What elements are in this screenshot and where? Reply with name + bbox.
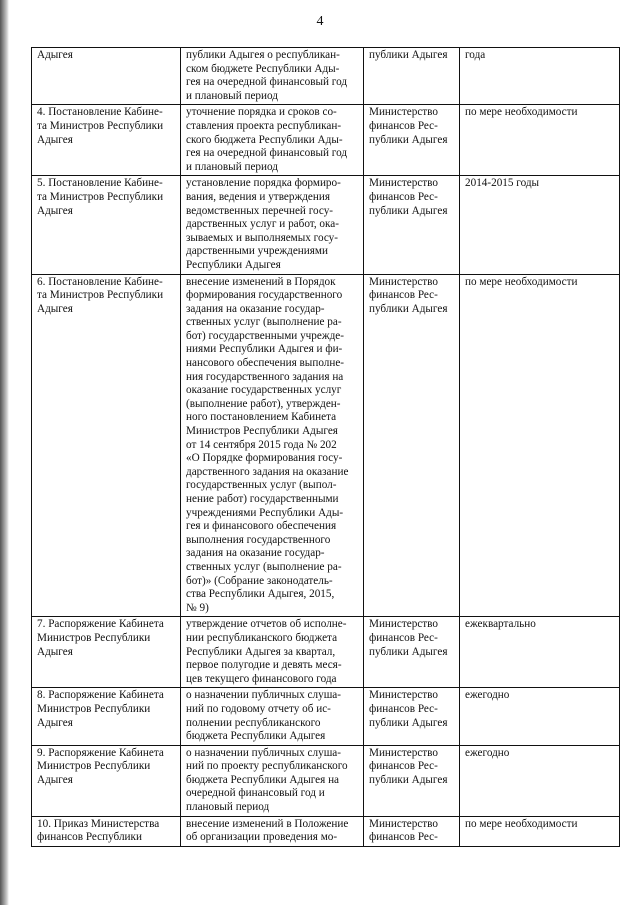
cell-line: ежегодно	[465, 689, 510, 702]
cell-line: 6. Постановление Кабине-	[37, 275, 163, 288]
cell-line: ний по годовому отчету об ис-	[186, 702, 331, 715]
table-row	[32, 617, 620, 688]
scan-left-edge	[0, 0, 9, 905]
cell-line: зываемых и выполняемых госу-	[186, 231, 338, 244]
document-type-cell	[32, 816, 181, 846]
cell-line: ства Республики Адыгея, 2015,	[186, 588, 335, 601]
cell-line: ведомственных перечней госу-	[186, 204, 334, 217]
table-row	[32, 745, 620, 816]
cell-line: гея и финансового обеспечения	[186, 520, 337, 533]
cell-line: полнении республиканского	[186, 716, 321, 729]
executor-cell	[364, 48, 460, 105]
cell-line: оказание государственных услуг	[186, 384, 342, 397]
cell-line: об организации проведения мо-	[186, 831, 338, 844]
cell-line: 10. Приказ Министерства	[37, 817, 160, 830]
content-cell	[181, 48, 364, 105]
cell-line: Адыгея	[37, 133, 73, 146]
cell-line: гея на очередной финансовый год	[186, 147, 348, 160]
cell-line: цев текущего финансового года	[186, 672, 337, 685]
table-row	[32, 105, 620, 176]
cell-line: выполнения государственного	[186, 533, 331, 546]
content-cell	[181, 816, 364, 846]
cell-line: финансов Рес-	[369, 190, 438, 203]
cell-line: государственных услуг (выпол-	[186, 479, 337, 492]
cell-line: Министров Республики	[37, 631, 151, 644]
cell-line: бот) государственными учрежде-	[186, 329, 344, 342]
plan-table-body	[32, 48, 620, 847]
cell-line: дарственных услуг и работ, ока-	[186, 218, 339, 231]
executor-cell	[364, 274, 460, 617]
cell-line: № 9)	[186, 601, 209, 614]
cell-line: публики Адыгея о республикан-	[186, 49, 340, 61]
cell-line: гея на очередной финансовый год	[186, 76, 348, 89]
cell-line: Республики Адыгея за квартал,	[186, 645, 336, 658]
cell-line: Министерство	[369, 689, 438, 702]
cell-line: внесение изменений в Порядок	[186, 275, 336, 288]
cell-line: нение работ) государственными	[186, 493, 339, 505]
cell-line: «О Порядке формирования госу-	[186, 452, 343, 465]
cell-line: финансов Рес-	[369, 831, 438, 844]
cell-line: Адыгея	[37, 204, 73, 217]
cell-line: Республики Адыгея	[186, 258, 281, 271]
content-cell	[181, 688, 364, 745]
cell-line: ний по проекту республиканского	[186, 760, 348, 773]
table-row	[32, 688, 620, 745]
cell-line: та Министров Республики	[37, 190, 164, 203]
cell-line: финансов Республики	[37, 831, 142, 844]
cell-line: Министров Республики	[37, 760, 151, 773]
cell-line: года	[465, 49, 486, 61]
term-cell	[460, 274, 620, 617]
plan-table	[31, 47, 620, 847]
table-row	[32, 48, 620, 105]
cell-line: учреждениями Республики Ады-	[186, 506, 344, 519]
cell-line: та Министров Республики	[37, 119, 164, 132]
cell-line: публики Адыгея	[369, 773, 448, 786]
cell-line: установление порядка формиро-	[186, 177, 341, 190]
content-cell	[181, 745, 364, 816]
cell-line: дарственного задания на оказание	[186, 465, 349, 478]
cell-line: ния государственного задания на	[186, 370, 344, 383]
cell-line: 8. Распоряжение Кабинета	[37, 689, 164, 702]
cell-line: бюджета Республики Адыгея	[186, 730, 326, 743]
content-cell	[181, 274, 364, 617]
cell-line: внесение изменений в Положение	[186, 817, 349, 830]
executor-cell	[364, 816, 460, 846]
cell-line: уточнение порядка и сроков со-	[186, 106, 337, 119]
cell-line: публики Адыгея	[369, 716, 448, 729]
cell-line: ственных услуг (выполнение ра-	[186, 316, 342, 329]
cell-line: финансов Рес-	[369, 631, 438, 644]
cell-line: ниями Республики Адыгея и фи-	[186, 343, 343, 356]
cell-line: Министерство	[369, 817, 438, 830]
cell-line: бюджета Республики Адыгея на	[186, 773, 340, 786]
cell-line: нансового обеспечения выполне-	[186, 357, 345, 370]
cell-line: публики Адыгея	[369, 133, 448, 146]
executor-cell	[364, 745, 460, 816]
cell-line: Министерство	[369, 275, 438, 288]
table-row	[32, 176, 620, 274]
cell-line: 9. Распоряжение Кабинета	[37, 746, 164, 759]
cell-line: ском бюджете Республики Ады-	[186, 62, 340, 75]
cell-line: нии республиканского бюджета	[186, 631, 338, 644]
cell-line: финансов Рес-	[369, 760, 438, 773]
table-row	[32, 816, 620, 846]
cell-line: формирования государственного	[186, 289, 343, 302]
cell-line: ского бюджета Республики Ады-	[186, 133, 343, 146]
cell-line: финансов Рес-	[369, 289, 438, 302]
content-cell	[181, 176, 364, 274]
cell-line: первое полугодие и девять меся-	[186, 659, 342, 672]
cell-line: Министерство	[369, 618, 438, 631]
cell-line: и плановый период	[186, 89, 278, 102]
term-cell	[460, 176, 620, 274]
cell-line: публики Адыгея	[369, 49, 448, 61]
cell-line: о назначении публичных слуша-	[186, 689, 342, 702]
cell-line: 7. Распоряжение Кабинета	[37, 618, 164, 631]
cell-line: и плановый период	[186, 160, 278, 173]
document-type-cell	[32, 688, 181, 745]
executor-cell	[364, 617, 460, 688]
cell-line: по мере необходимости	[465, 275, 578, 288]
cell-line: ственных услуг (выполнение ра-	[186, 560, 342, 573]
cell-line: 2014-2015 годы	[465, 177, 540, 190]
cell-line: Министерство	[369, 106, 438, 119]
table-row	[32, 274, 620, 617]
cell-line: ставления проекта республикан-	[186, 119, 342, 132]
term-cell	[460, 745, 620, 816]
document-type-cell	[32, 176, 181, 274]
cell-line: 4. Постановление Кабине-	[37, 106, 163, 119]
cell-line: о назначении публичных слуша-	[186, 746, 342, 759]
document-type-cell	[32, 745, 181, 816]
cell-line: Адыгея	[37, 716, 73, 729]
cell-line: Адыгея	[37, 773, 73, 786]
cell-line: от 14 сентября 2015 года № 202	[186, 438, 337, 451]
term-cell	[460, 688, 620, 745]
cell-line: плановый период	[186, 801, 270, 814]
cell-line: дарственными учреждениями	[186, 245, 328, 258]
document-type-cell	[32, 274, 181, 617]
cell-line: 5. Постановление Кабине-	[37, 177, 163, 190]
content-cell	[181, 105, 364, 176]
cell-line: публики Адыгея	[369, 302, 448, 315]
cell-line: по мере необходимости	[465, 106, 578, 119]
executor-cell	[364, 105, 460, 176]
cell-line: по мере необходимости	[465, 817, 578, 830]
cell-line: Министерство	[369, 177, 438, 190]
document-type-cell	[32, 617, 181, 688]
cell-line: та Министров Республики	[37, 289, 164, 302]
cell-line: (выполнение работ), утвержден-	[186, 397, 341, 410]
cell-line: финансов Рес-	[369, 702, 438, 715]
executor-cell	[364, 176, 460, 274]
cell-line: Адыгея	[37, 49, 73, 61]
cell-line: Министров Республики	[37, 702, 151, 715]
cell-line: публики Адыгея	[369, 204, 448, 217]
cell-line: вания, ведения и утверждения	[186, 190, 330, 203]
term-cell	[460, 105, 620, 176]
document-type-cell	[32, 105, 181, 176]
term-cell	[460, 48, 620, 105]
page-number: 4	[316, 14, 324, 29]
cell-line: ежеквартально	[465, 618, 536, 631]
term-cell	[460, 617, 620, 688]
cell-line: ного постановлением Кабинета	[186, 411, 337, 424]
cell-line: очередной финансовый год и	[186, 787, 325, 800]
cell-line: Адыгея	[37, 645, 73, 658]
cell-line: Министров Республики Адыгея	[186, 425, 338, 438]
cell-line: Министерство	[369, 746, 438, 759]
cell-line: финансов Рес-	[369, 119, 438, 132]
cell-line: утверждение отчетов об исполне-	[186, 618, 347, 631]
executor-cell	[364, 688, 460, 745]
cell-line: бот)» (Собрание законодатель-	[186, 574, 333, 587]
cell-line: задания на оказание государ-	[186, 302, 325, 315]
term-cell	[460, 816, 620, 846]
cell-line: ежегодно	[465, 746, 510, 759]
document-type-cell	[32, 48, 181, 105]
cell-line: публики Адыгея	[369, 645, 448, 658]
cell-line: Адыгея	[37, 302, 73, 315]
cell-line: задания на оказание государ-	[186, 547, 325, 560]
content-cell	[181, 617, 364, 688]
